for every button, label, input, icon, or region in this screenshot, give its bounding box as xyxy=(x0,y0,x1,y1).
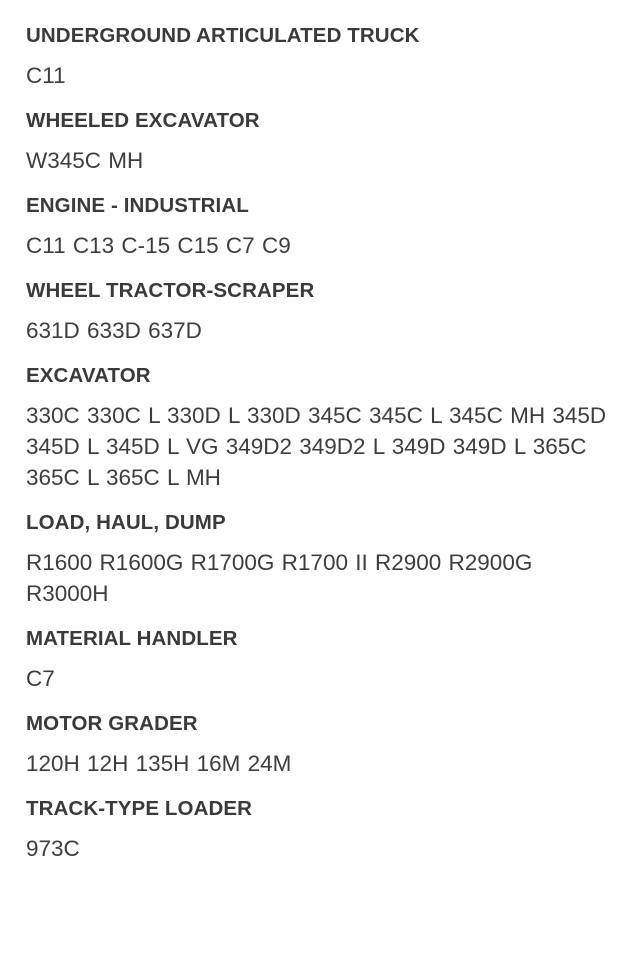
section-heading: ENGINE - INDUSTRIAL xyxy=(26,194,249,217)
section-heading: WHEEL TRACTOR-SCRAPER xyxy=(26,279,315,302)
section-models: 973C xyxy=(26,836,80,861)
section-motor-grader xyxy=(26,710,615,779)
section-heading: WHEELED EXCAVATOR xyxy=(26,109,260,132)
section-excavator xyxy=(26,362,615,493)
section-wheel-tractor-scraper xyxy=(26,277,615,346)
section-models: 120H 12H 135H 16M 24M xyxy=(26,751,292,776)
section-material-handler xyxy=(26,625,615,694)
section-engine-industrial xyxy=(26,192,615,261)
section-heading: MOTOR GRADER xyxy=(26,712,198,735)
section-heading: EXCAVATOR xyxy=(26,364,151,387)
section-heading: TRACK-TYPE LOADER xyxy=(26,797,253,820)
section-models: W345C MH xyxy=(26,148,144,173)
section-models: C11 C13 C-15 C15 C7 C9 xyxy=(26,233,291,258)
section-heading: LOAD, HAUL, DUMP xyxy=(26,511,226,534)
section-heading: MATERIAL HANDLER xyxy=(26,627,238,650)
section-models: 330C 330C L 330D L 330D 345C 345C L 345C MH 345D 345D L 345D L VG 349D2 349D2 L 349D 349D L 365C 365C L 365C L MH xyxy=(26,403,607,490)
section-models: R1600 R1600G R1700G R1700 II R2900 R2900G R3000H xyxy=(26,550,533,606)
section-load-haul-dump xyxy=(26,509,615,609)
section-models: 631D 633D 637D xyxy=(26,318,202,343)
section-heading: UNDERGROUND ARTICULATED TRUCK xyxy=(26,24,420,47)
section-models: C11 xyxy=(26,63,66,88)
section-models: C7 xyxy=(26,666,55,691)
section-wheeled-excavator xyxy=(26,107,615,176)
section-track-type-loader xyxy=(26,795,615,864)
section-underground-articulated-truck xyxy=(26,22,615,91)
